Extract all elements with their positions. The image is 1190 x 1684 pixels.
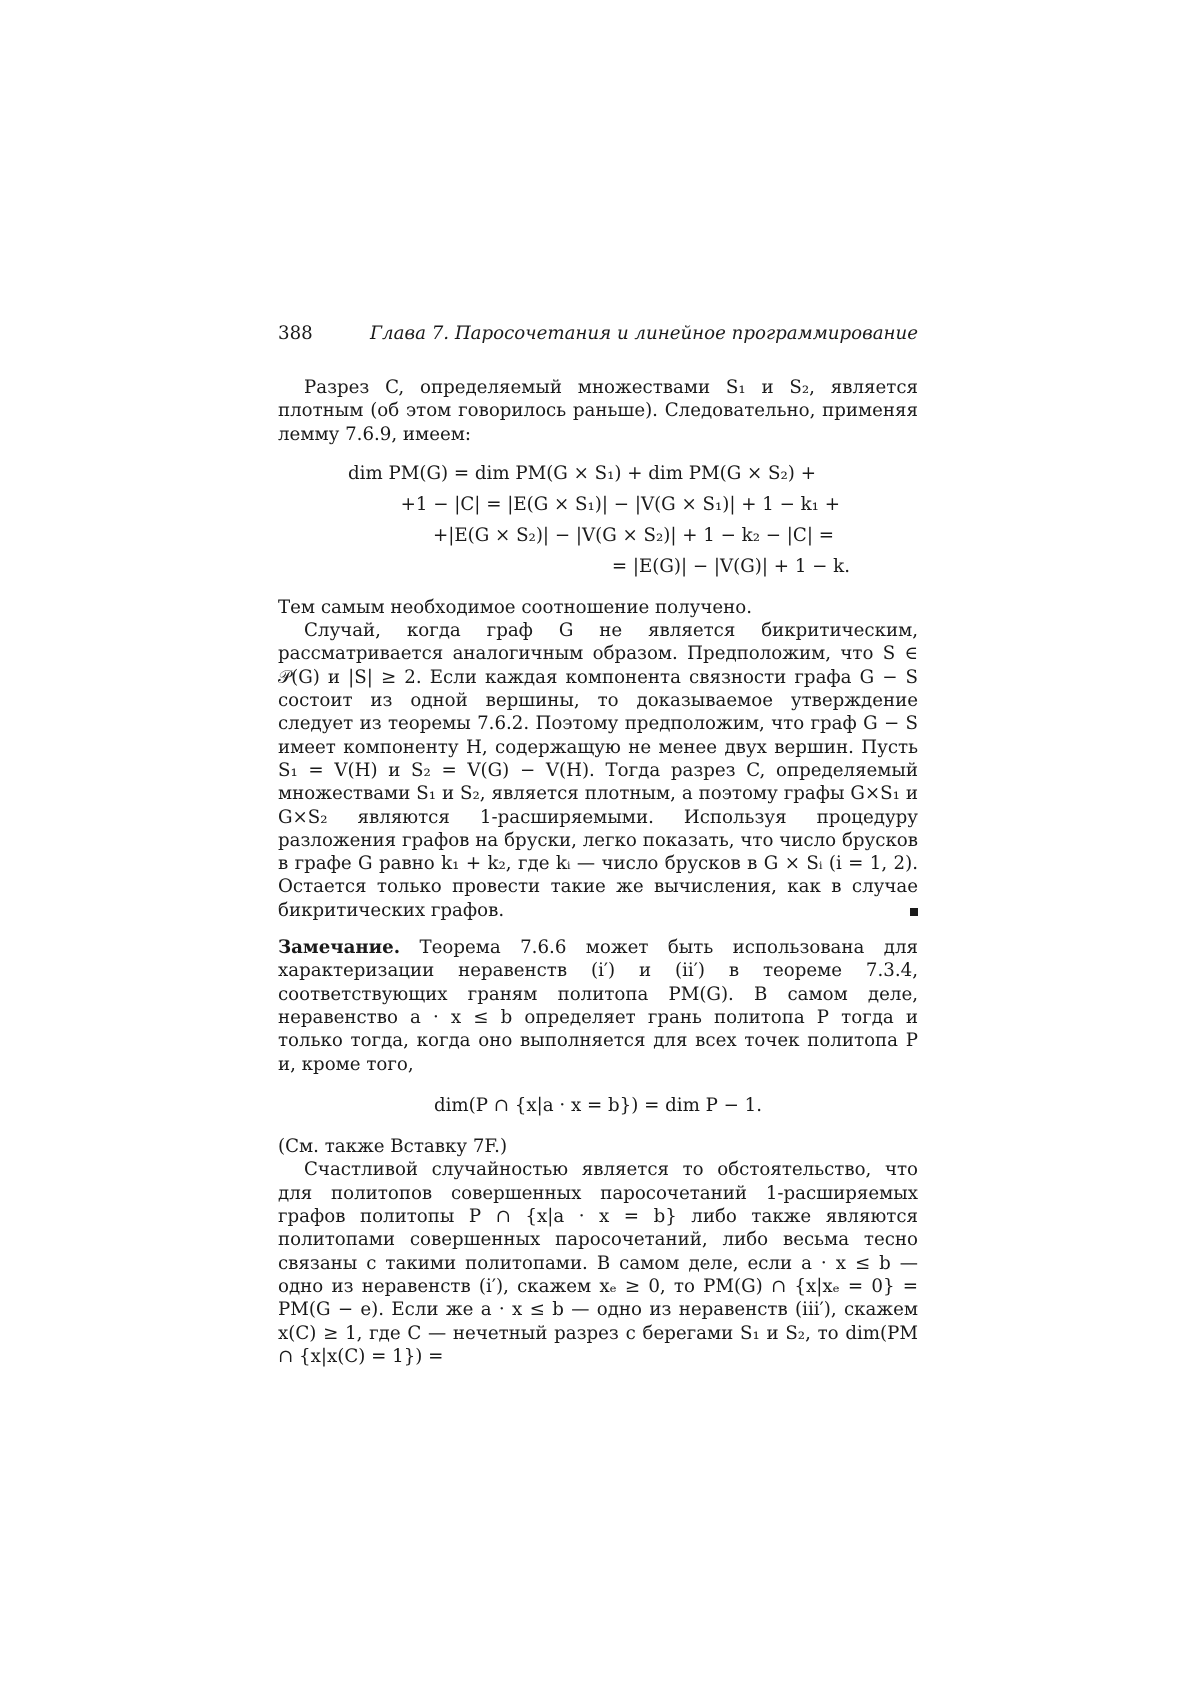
remark-paragraph [278,936,918,1076]
page-number: 388 [278,323,313,344]
page-header [278,322,918,348]
equation-2: dim(P ∩ {x|a · x = b}) = dim P − 1. [433,1094,763,1116]
remark-text: Теорема 7.6.6 может быть использована для характеризации неравенств (i′) и (ii′) в теореме 7.3.4, соответствующих граням политопа PM(G). В самом деле, неравенство a · x ≤ b определяет грань политопа P тогда и только тогда, когда оно выполняется для всех точек политопа P и, кроме того, [278,937,918,1075]
remark-heading: Замечание. [278,937,401,959]
paragraph-2: Тем самым необходимое соотношение получено. [278,596,753,618]
qed-square-icon [884,899,918,922]
paragraph-5: Счастливой случайностью является то обстоятельство, что для политопов совершенных паросочетаний 1-расширяемых графов политопы P ∩ {x|a · x = b} либо также являются политопами совершенных паросочетаний, либо весьма тесно связаны с такими политопами. В самом деле, если a · x ≤ b — одно из неравенств (i′), скажем xₑ ≥ 0, то PM(G) ∩ {x|xₑ = 0} = PM(G − e). Если же a · x ≤ b — одно из неравенств (iii′), скажем x(C) ≥ 1, где C — нечетный разрез с берегами S₁ и S₂, то dim(PM ∩ {x|x(C) = 1}) = [278,1159,918,1367]
equation-line-2: +1 − |C| = |E(G × S₁)| − |V(G × S₁)| + 1 − k₁ + [400,493,840,515]
paragraph-3-text: Случай, когда граф G не является бикритическим, рассматривается аналогичным образом. Предположим, что S ∈ 𝒫(G) и |S| ≥ 2. Если каждая компонента связности графа G − S состоит из одной вершины, то доказываемое утверждение следует из теоремы 7.6.2. Поэтому предположим, что граф G − S имеет компоненту H, содержащую не менее двух вершин. Пусть S₁ = V(H) и S₂ = V(G) − V(H). Тогда разрез C, определяемый множествами S₁ и S₂, является плотным, а поэтому графы G×S₁ и G×S₂ являются 1-расширяемыми. Используя процедуру разложения графов на бруски, легко показать, что число брусков в графе G равно k₁ + k₂, где kᵢ — число брусков в G × Sᵢ (i = 1, 2). Остается только провести такие же вычисления, как в случае бикритических графов. [278,620,918,921]
paragraph-1: Разрез C, определяемый множествами S₁ и S₂, является плотным (об этом говорилось раньше). Следовательно, применяя лемму 7.6.9, имеем: [278,377,918,445]
paragraph-3 [278,619,918,922]
equation-block-1 [278,458,918,582]
equation-line-3: +|E(G × S₂)| − |V(G × S₂)| + 1 − k₂ − |C| = [433,524,834,546]
equation-line-1: dim PM(G) = dim PM(G × S₁) + dim PM(G × S₂) + [348,462,816,484]
running-head: Глава 7. Паросочетания и линейное программирование [370,323,918,344]
equation-line-4: = |E(G)| − |V(G)| + 1 − k. [611,555,850,577]
paragraph-4: (См. также Вставку 7F.) [278,1136,508,1158]
page-content [278,322,918,1368]
